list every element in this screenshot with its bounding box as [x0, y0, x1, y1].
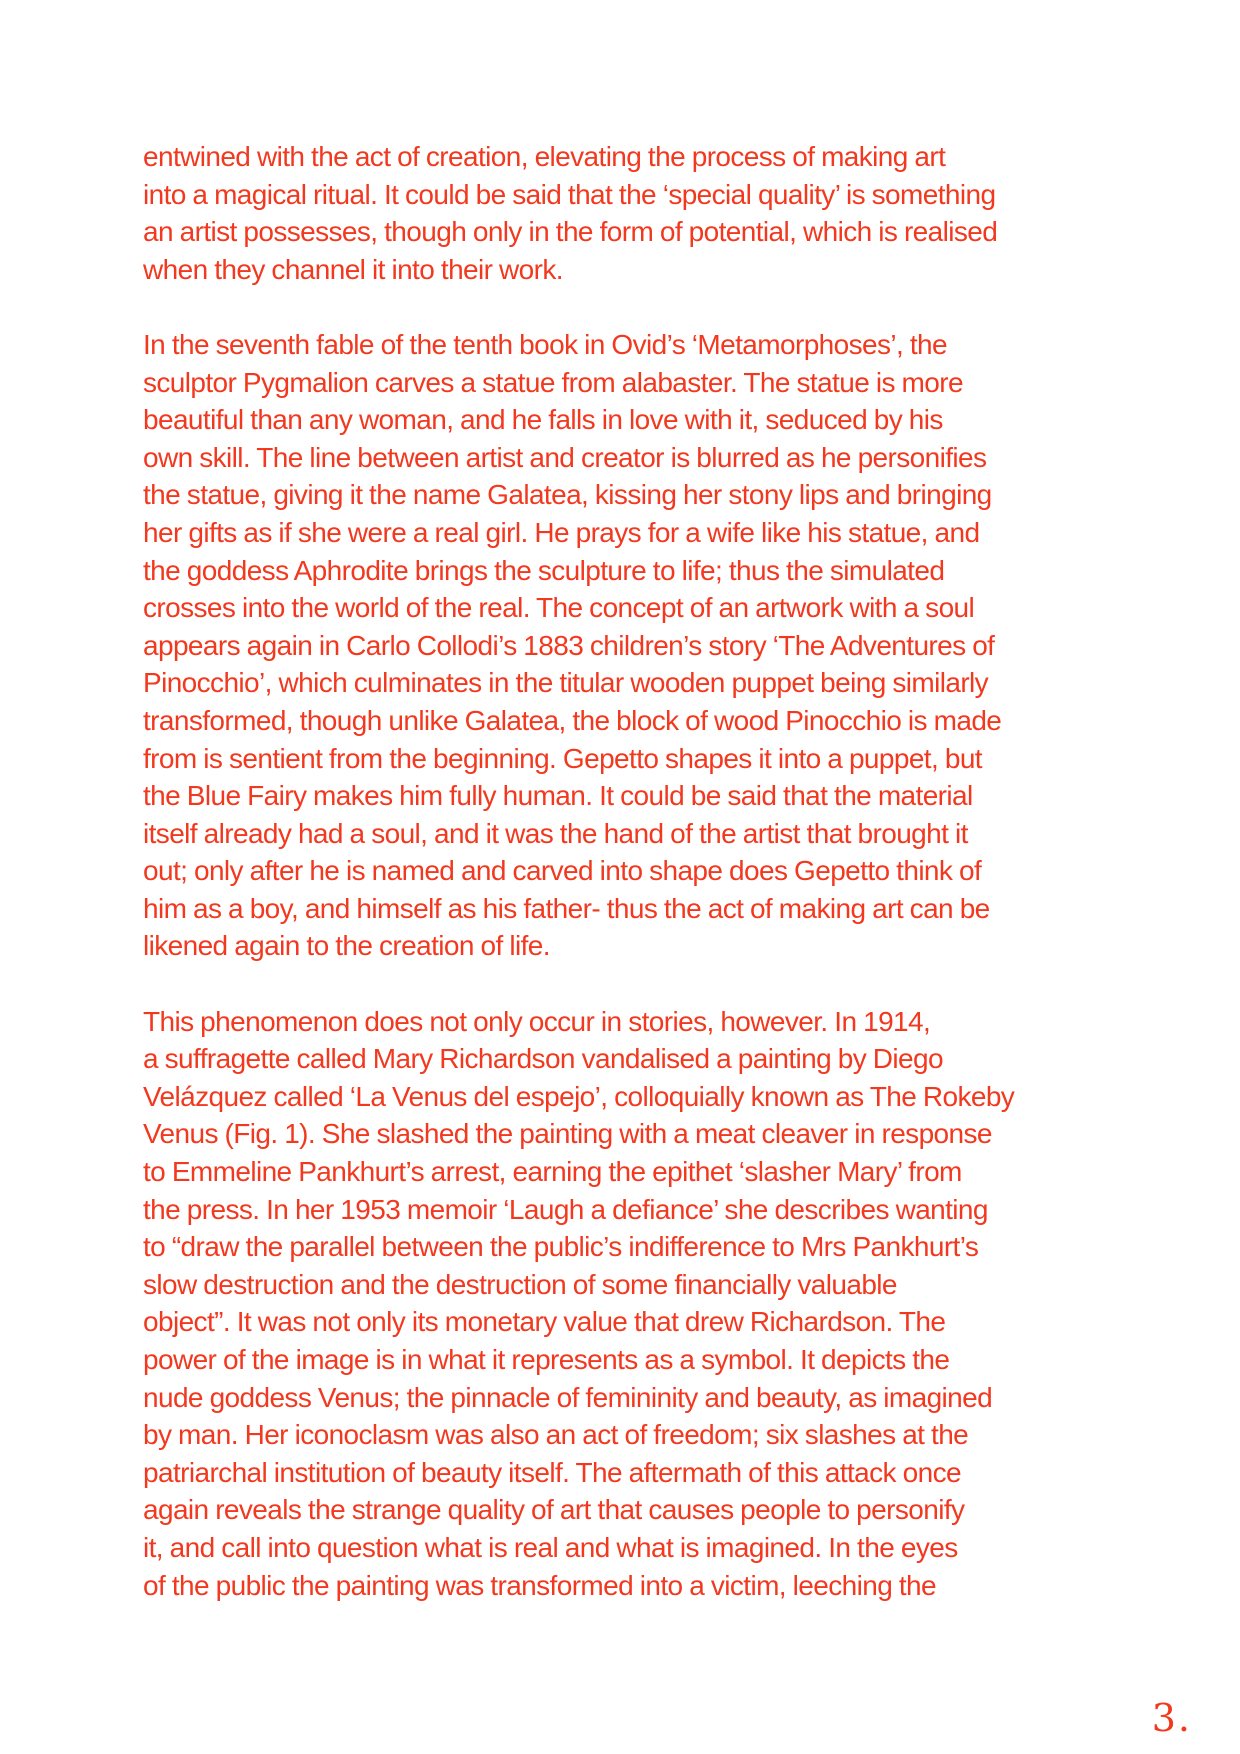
text-line: own skill. The line between artist and creator is blurred as he personifies — [143, 441, 987, 473]
text-line: crosses into the world of the real. The concept of an artwork with a soul — [143, 592, 975, 624]
text-line: beautiful than any woman, and he falls in love with it, seduced by his — [143, 404, 943, 436]
text-line: a suffragette called Mary Richardson vandalised a painting by Diego — [143, 1043, 943, 1075]
text-line: appears again in Carlo Collodi’s 1883 children’s story ‘The Adventures of — [143, 629, 995, 661]
text-line: him as a boy, and himself as his father- thus the act of making art can be — [143, 892, 990, 924]
paragraph — [143, 1003, 1103, 1605]
text-line: itself already had a soul, and it was the hand of the artist that brought it — [143, 817, 968, 849]
text-line: In the seventh fable of the tenth book in Ovid’s ‘Metamorphoses’, the — [143, 328, 947, 360]
text-line: object”. It was not only its monetary value that drew Richardson. The — [143, 1306, 946, 1338]
text-line: the Blue Fairy makes him fully human. It could be said that the material — [143, 780, 973, 812]
text-line: the goddess Aphrodite brings the sculpture to life; thus the simulated — [143, 554, 945, 586]
paragraph — [143, 138, 1103, 288]
text-line: patriarchal institution of beauty itself. The aftermath of this attack once — [143, 1456, 961, 1488]
text-line: Pinocchio’, which culminates in the titular wooden puppet being similarly — [143, 667, 989, 699]
text-line: nude goddess Venus; the pinnacle of femininity and beauty, as imagined — [143, 1381, 993, 1413]
text-line: Velázquez called ‘La Venus del espejo’, colloquially known as The Rokeby — [143, 1080, 1015, 1112]
text-line: to Emmeline Pankhurt’s arrest, earning the epithet ‘slasher Mary’ from — [143, 1156, 962, 1188]
paragraph — [143, 326, 1103, 965]
text-line: power of the image is in what it represents as a symbol. It depicts the — [143, 1344, 950, 1375]
text-line: again reveals the strange quality of art that causes people to personify — [143, 1494, 965, 1526]
text-line: to “draw the parallel between the public’s indifference to Mrs Pankhurt’s — [143, 1231, 979, 1263]
text-line: sculptor Pygmalion carves a statue from alabaster. The statue is more — [143, 366, 963, 398]
text-line: likened again to the creation of life. — [143, 930, 550, 962]
text-line: entwined with the act of creation, elevating the process of making art — [143, 141, 946, 172]
body-text — [143, 138, 1103, 1604]
text-line: slow destruction and the destruction of some financially valuable — [143, 1268, 897, 1300]
text-line: of the public the painting was transformed into a victim, leeching the — [143, 1569, 936, 1601]
text-line: the statue, giving it the name Galatea, kissing her stony lips and bringing — [143, 479, 992, 511]
text-line: an artist possesses, though only in the form of potential, which is realised — [143, 216, 998, 248]
text-line: Venus (Fig. 1). She slashed the painting with a meat cleaver in response — [143, 1118, 992, 1150]
text-line: it, and call into question what is real and what is imagined. In the eyes — [143, 1531, 958, 1563]
text-line: her gifts as if she were a real girl. He prays for a wife like his statue, and — [143, 516, 980, 548]
text-line: out; only after he is named and carved into shape does Gepetto think of — [143, 855, 982, 887]
text-line: into a magical ritual. It could be said that the ‘special quality’ is something — [143, 178, 996, 210]
text-line: This phenomenon does not only occur in stories, however. In 1914, — [143, 1005, 931, 1037]
text-line: from is sentient from the beginning. Gepetto shapes it into a puppet, but — [143, 742, 982, 774]
text-line: the press. In her 1953 memoir ‘Laugh a defiance’ she describes wanting — [143, 1193, 988, 1225]
text-line: transformed, though unlike Galatea, the block of wood Pinocchio is made — [143, 704, 1002, 736]
page-number: 3. — [1151, 1696, 1192, 1740]
text-line: when they channel it into their work. — [143, 253, 563, 285]
text-line: by man. Her iconoclasm was also an act of freedom; six slashes at the — [143, 1419, 969, 1451]
